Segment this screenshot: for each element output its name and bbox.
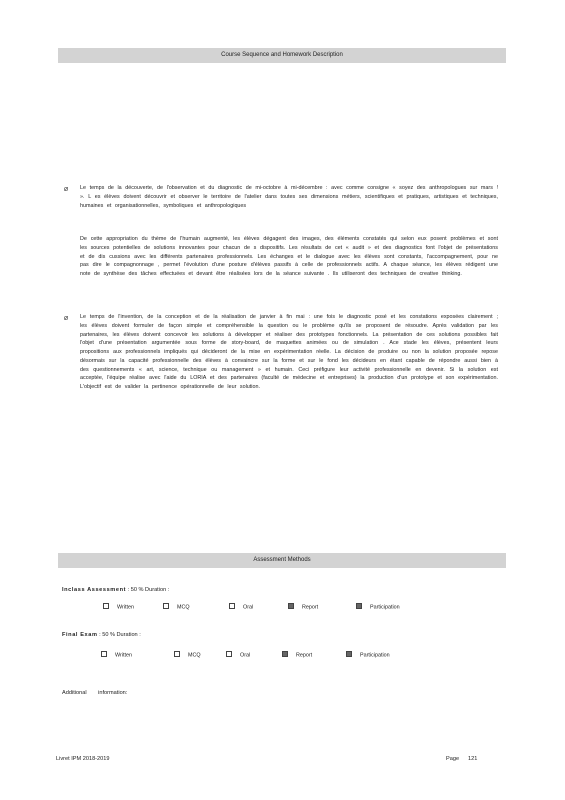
option-label: Report	[296, 652, 313, 659]
final-participation-option[interactable]	[346, 651, 390, 659]
inclass-report-option[interactable]	[288, 603, 318, 611]
footer-page-number: 121	[468, 756, 478, 762]
checkbox-checked-icon[interactable]	[346, 651, 352, 657]
final-oral-option[interactable]	[226, 651, 250, 659]
checkbox-checked-icon[interactable]	[356, 603, 362, 609]
bullet-icon: Ø	[64, 187, 69, 193]
inclass-mcq-option[interactable]	[163, 603, 190, 611]
option-label: Report	[302, 604, 319, 611]
checkbox-icon[interactable]	[174, 651, 180, 657]
checkbox-icon[interactable]	[103, 603, 109, 609]
checkbox-icon[interactable]	[226, 651, 232, 657]
appropriation-paragraph: De cette appropriation du thème de l'humain augmenté, les élèves dégagent des images, des éléments constatés qui selon eux posent problèmes et sont les sources potentielles de solutions innovantes pour chacun de s dispositifs. Les résultats de cet « audit » et des diagnostics font l'objet de présentations et de dis cussions avec les différents partenaires professionnels. Les échanges et le dialogue avec les élèves sont constants, l'accompagnement, pour ne pas dire le compagnonnage , permet l'évolution d'une posture d'élèves passifs à celle de professionnels actifs. A chaque séance, les élèves rédigent une note de synthèse des tâches effectuées et devant être réalisées lors de la séance suivante . Ils utiliseront des techniques de creative thinking.	[80, 236, 498, 277]
course-sequence-header: Course Sequence and Homework Description	[58, 48, 506, 63]
invention-paragraph: Le temps de l'invention, de la conception et de la réalisation de janvier à fin mai : une fois le diagnostic posé et les constations exposées clairement ; les élèves doivent formuler de façon simple et compréhensible la question ou le problème qu'ils se proposent de résoudre. Après validation par les partenaires, les élèves doivent concevoir les solutions à développer et réaliser des prototypes fonctionnels. La présentation de ces solutions possibles fait l'objet d'une présentation argumentée sous forme de story-board, de maquettes animées ou de simulation . Ace stade les élèves, présentent leurs propositions aux professionnels impliqués qui décideront de la mise en expérimentation réelle. La décision de produire ou non la solution proposée repose désormais sur la capacité professionnelle des élèves à convaincre sur la forme et sur le fond les décideurs en étant capable de répondre aussi bien à des questionnements « art, science, technique ou management » et humain. Ceci préfigure leur activité professionnelle en devenir. Si la solution est acceptée, l'équipe réalise avec l'aide du LORIA et des partenaires (faculté de médecine et entreprises) la production d'un prototype et son expérimentation. L'objectif est de valider la pertinence opérationnelle de leur solution.	[80, 314, 498, 390]
inclass-label: Inclass Assessment	[62, 587, 127, 593]
final-exam-label: Final Exam	[62, 632, 98, 638]
bullet-icon: Ø	[64, 316, 69, 322]
option-label: Written	[117, 604, 134, 611]
final-exam-row	[62, 632, 141, 638]
footer-booklet-title: Livret IPM 2018-2019	[56, 756, 110, 762]
final-exam-detail: : 50 % Duration :	[99, 632, 141, 638]
inclass-oral-option[interactable]	[229, 603, 253, 611]
assessment-methods-header: Assessment Methods	[58, 553, 506, 568]
discovery-paragraph: Le temps de la découverte, de l'observation et du diagnostic de mi-octobre à mi-décembre : avec comme consigne « soyez des anthropologues sur mars ! ». L es élèves doivent découvrir et observer le territoire de l'atelier dans toutes ses dimensions métiers, scientifiques et pratiques, artistiques et techniques, humaines et organisationnelles, symboliques et anthropologiques	[80, 185, 498, 209]
checkbox-icon[interactable]	[229, 603, 235, 609]
inclass-participation-option[interactable]	[356, 603, 400, 611]
option-label: Participation	[370, 604, 400, 611]
footer-page-label: Page	[446, 756, 460, 762]
option-label: Participation	[360, 652, 390, 659]
option-label: Oral	[243, 604, 254, 611]
final-mcq-option[interactable]	[174, 651, 201, 659]
additional-information-label: Additional information:	[62, 690, 128, 696]
inclass-assessment-row	[62, 587, 169, 593]
final-written-option[interactable]	[101, 651, 132, 659]
option-label: Oral	[240, 652, 251, 659]
checkbox-checked-icon[interactable]	[282, 651, 288, 657]
checkbox-checked-icon[interactable]	[288, 603, 294, 609]
inclass-written-option[interactable]	[103, 603, 134, 611]
checkbox-icon[interactable]	[163, 603, 169, 609]
final-report-option[interactable]	[282, 651, 312, 659]
option-label: MCQ	[177, 604, 190, 611]
option-label: Written	[115, 652, 132, 659]
checkbox-icon[interactable]	[101, 651, 107, 657]
option-label: MCQ	[188, 652, 201, 659]
inclass-detail: : 50 % Duration :	[127, 587, 170, 593]
